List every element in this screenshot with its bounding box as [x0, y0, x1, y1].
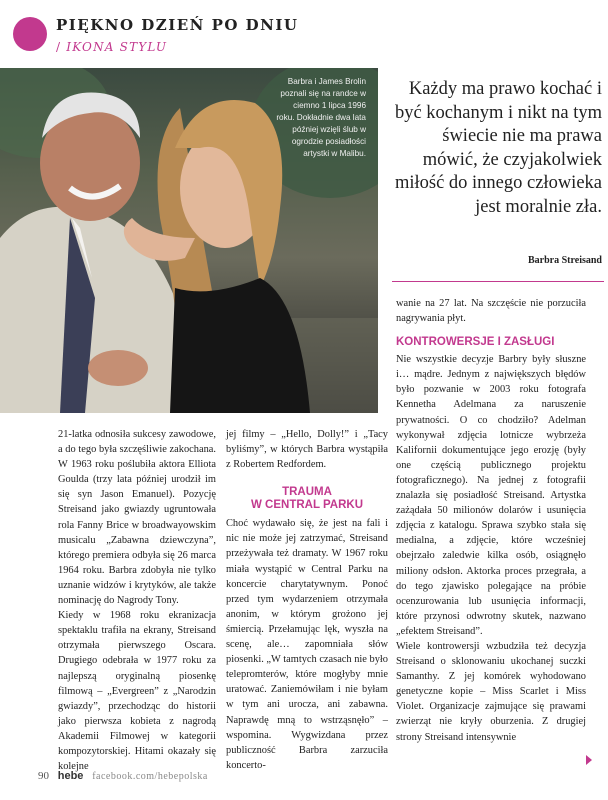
- pull-quote: Każdy ma prawo kochać i być kochanym i nikt na tym świecie nie ma prawa mówić, że czyjakolwiek miłość do innego człowieka jest moralnie zła.: [394, 79, 602, 217]
- paragraph: Nie wszystkie decyzje Barbry były słuszne i… mądre. Jednym z największych błędów było pozwanie w 2003 roku fotografa Kennetha Adelmana za naruszenie prywatności. O co chodziło? Adelman wykonywał zdjęcia lotnicze wybrzeża Kalifornii dokumentujące jego erozję (były one częścią publicznego projektu fotograficznego). Na jednej z fotografii znalazła się posiadłość Streisand. Artystka zażądała 50 milionów dolarów i usunięcia zdjęcia z katalogu. Sprawa szybko stała się medialna, a zdjęcie, które wcześniej obejrzało zaledwie kilka osób, osiągnęło miliony odsłon. Aktorka proces przegrała, a do tego zjawisko polegające na próbie ocenzurowania lub usunięcia informacji, które przynosi odwrotny skutek, nazwano „efektem Streisand”.: [396, 354, 586, 637]
- quote-divider: [392, 281, 604, 282]
- section-subtitle: [56, 40, 167, 54]
- paragraph: Wiele kontrowersji wzbudziła też decyzja Streisand o sklonowaniu ukochanej suczki Samanthy. Z jej komórek wyhodowano genetyczne kopie – Miss Scarlet i Miss Violet. Organizacje zajmujące się prawami zwierząt nie kryły oburzenia. Z drugiej strony Streisand intensywnie: [396, 640, 586, 743]
- article-column-3: [396, 296, 586, 745]
- paragraph: wanie na 27 lat. Na szczęście nie porzuciła nagrywania płyt.: [396, 298, 586, 325]
- section-title: PIĘKNO DZIEŃ PO DNIU: [56, 16, 299, 34]
- pull-quote-author: Barbra Streisand: [528, 255, 602, 266]
- section-heading-central-park: W CENTRAL PARKU: [250, 499, 363, 512]
- subtitle-text: IKONA STYLU: [66, 40, 168, 54]
- paragraph: jej filmy – „Hello, Dolly!” i „Tacy byliśmy”, w których Barbra wystąpiła z Robertem Redfordem.: [226, 429, 388, 471]
- article-column-1: [58, 427, 216, 774]
- section-heading-trauma: TRAUMA: [282, 486, 332, 499]
- section-dot-icon: [13, 17, 47, 51]
- magazine-logo: hebe: [57, 770, 84, 782]
- facebook-link[interactable]: facebook.com/hebepolska: [92, 771, 208, 782]
- paragraph: Choć wydawało się, że jest na fali i nic nie może jej zatrzymać, Streisand przeżywała też dramaty. W 1967 roku miała wystąpić w Central Parku na koncercie charytatywnym. Ponoć przed tym wydarzeniem otrzymała anonim, w którym grożono jej śmiercią. Przełamując lęk, wyszła na scenę, ale… zapomniała słów piosenki. „W tamtych czasach nie było telepromterów, które mogłyby mnie uratować. Zaniemówiłam i nie byłam w tym ani urocza, ani zabawna. Naprawdę mną to wstrząsnęło” – wspomina. Wygwizdana przez publiczność Barbra zarzuciła koncerto-: [226, 518, 388, 771]
- continue-arrow-icon: [586, 755, 592, 765]
- page-number: 90: [38, 770, 49, 782]
- article-column-2: [226, 427, 388, 773]
- couple-photo: [0, 68, 378, 413]
- section-heading-controversies: KONTROWERSJE I ZASŁUGI: [396, 336, 555, 349]
- photo-caption: Barbra i James Brolin poznali się na randce w ciemno 1 lipca 1996 roku. Dokładnie dwa lata później wzięli ślub w ogrodzie posiadłości artystki w Malibu.: [276, 77, 366, 158]
- page-footer: [38, 770, 208, 782]
- subtitle-slash: /: [56, 40, 62, 54]
- paragraph: Kiedy w 1968 roku ekranizacja spektaklu trafiła na ekrany, Streisand otrzymała pierwszego Oscara. Drugiego odebrała w 1977 roku za najlepszą oryginalną piosenkę filmową – „Evergreen” z „Narodzin gwiazdy”, przechodząc do historii jako pierwsza kobieta z nagrodą Akademii Filmowej w kategorii kompozytorskiej. Hitami okazały się kolejne: [58, 610, 216, 773]
- paragraph: 21-latka odnosiła sukcesy zawodowe, a do tego była szczęśliwie zakochana. W 1963 roku poślubiła aktora Elliota Goulda (trzy lata później urodził im się syn Jason Emanuel). Pozycję Streisand jako gwiazdy ugruntowała rola Fanny Brice w broadwayowskim musicalu „Zabawna dziewczyna”, którego premiera odbyła się 26 marca 1964 roku. Barbra zdobyła nie tylko uznanie widzów i krytyków, ale także nominację do Nagrody Tony.: [58, 429, 216, 607]
